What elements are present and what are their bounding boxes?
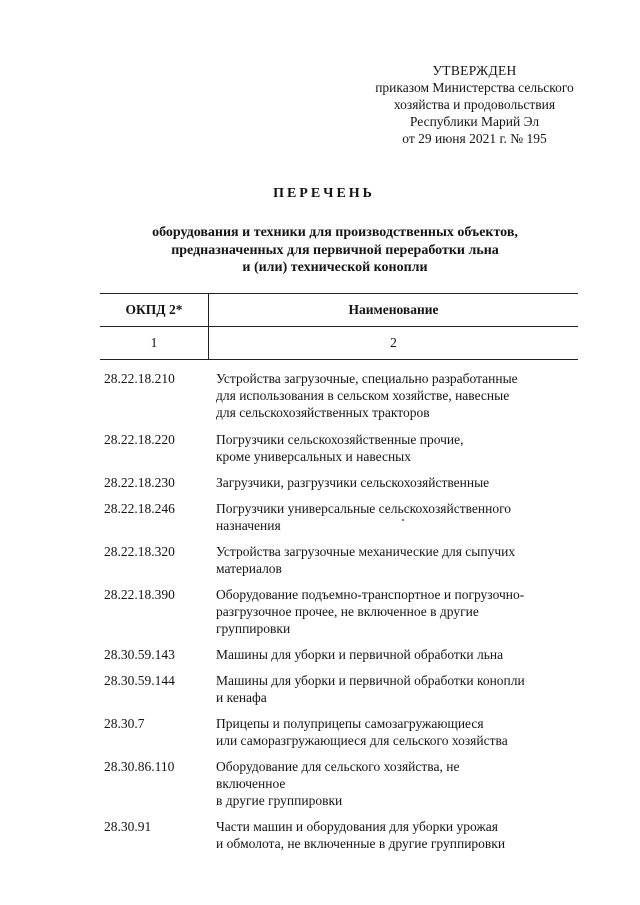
- table-row: [104, 500, 574, 534]
- header-name: Наименование: [209, 294, 579, 327]
- item-name: [214, 715, 574, 749]
- approval-block: [352, 62, 597, 147]
- item-name-line: Погрузчики сельскохозяйственные прочие,: [216, 432, 464, 447]
- okpd-code: 28.22.18.230: [104, 475, 175, 490]
- item-name-line: материалов: [216, 561, 282, 576]
- okpd-code: 28.30.59.143: [104, 647, 175, 662]
- item-name-line: для использования в сельском хозяйстве, навесные: [216, 388, 510, 403]
- okpd-code: 28.30.91: [104, 819, 152, 834]
- okpd-code: 28.30.7: [104, 716, 145, 731]
- item-name-line: или саморазгружающиеся для сельского хозяйства: [216, 733, 508, 748]
- table-header: [100, 293, 578, 360]
- table-row: [104, 474, 574, 491]
- item-name-line: Загрузчики, разгрузчики сельскохозяйственные: [216, 475, 490, 490]
- table-row: [104, 758, 574, 809]
- item-name-line: Устройства загрузочные, специально разработанные: [216, 371, 518, 386]
- column-number-1: 1: [100, 327, 209, 360]
- item-name-line: Устройства загрузочные механические для сыпучих: [216, 544, 516, 559]
- column-number-2: 2: [209, 327, 579, 360]
- approval-line: от 29 июня 2021 г. № 195: [402, 131, 547, 146]
- item-name-line: Машины для уборки и первичной обработки конопли: [216, 673, 525, 688]
- item-name: [214, 758, 574, 809]
- item-name: [214, 646, 574, 663]
- item-name: [214, 586, 574, 637]
- okpd-code: 28.30.86.110: [104, 759, 175, 774]
- document-subtitle: [110, 224, 560, 277]
- subtitle-line: и (или) технической конопли: [242, 260, 428, 275]
- item-name-line: группировки: [216, 621, 291, 636]
- table-row: [104, 818, 574, 852]
- table-body: [104, 370, 574, 861]
- item-name: [214, 474, 574, 491]
- okpd-code: 28.22.18.390: [104, 587, 175, 602]
- okpd-code: 28.22.18.320: [104, 544, 175, 559]
- table-row: [104, 672, 574, 706]
- table-row: [104, 586, 574, 637]
- okpd-code: 28.30.59.144: [104, 673, 175, 688]
- table-row: [104, 431, 574, 465]
- approval-line: Республики Марий Эл: [409, 114, 540, 129]
- item-name-line: Части машин и оборудования для уборки урожая: [216, 819, 498, 834]
- item-name-line: для сельскохозяйственных тракторов: [216, 405, 430, 420]
- table-row: [104, 715, 574, 749]
- item-name-line: Оборудование для сельского хозяйства, не: [216, 759, 460, 774]
- item-name-line: Прицепы и полуприцепы самозагружающиеся: [216, 716, 484, 731]
- item-name: [214, 543, 574, 577]
- approval-title: УТВЕРЖДЕН: [432, 63, 517, 78]
- item-name: [214, 431, 574, 465]
- item-name-line: Оборудование подъемно-транспортное и погрузочно-: [216, 587, 525, 602]
- item-name-line: Погрузчики универсальные сельскохозяйственного: [216, 501, 512, 516]
- header-okpd: ОКПД 2*: [100, 294, 209, 327]
- scan-speck: [402, 519, 404, 521]
- item-name: [214, 500, 574, 534]
- okpd-code: 28.22.18.246: [104, 501, 175, 516]
- okpd-code: 28.22.18.220: [104, 432, 175, 447]
- approval-line: приказом Министерства сельского: [375, 80, 574, 95]
- table-row: [104, 370, 574, 421]
- item-name-line: и обмолота, не включенные в другие группировки: [216, 836, 506, 851]
- subtitle-line: оборудования и техники для производственных объектов,: [152, 225, 518, 240]
- item-name-line: назначения: [216, 518, 281, 533]
- item-name-line: включенное: [216, 776, 286, 791]
- item-name-line: кроме универсальных и навесных: [216, 449, 412, 464]
- item-name-line: разгрузочное прочее, не включенное в другие: [216, 604, 479, 619]
- item-name-line: Машины для уборки и первичной обработки льна: [216, 647, 504, 662]
- item-name-line: в другие группировки: [216, 793, 343, 808]
- item-name-line: и кенафа: [216, 690, 267, 705]
- item-name: [214, 672, 574, 706]
- okpd-code: 28.22.18.210: [104, 371, 175, 386]
- item-name: [214, 370, 574, 421]
- approval-line: хозяйства и продовольствия: [393, 97, 556, 112]
- table-row: [104, 646, 574, 663]
- item-name: [214, 818, 574, 852]
- table-row: [104, 543, 574, 577]
- document-heading: ПЕРЕЧЕНЬ: [273, 186, 375, 201]
- subtitle-line: предназначенных для первичной переработки льна: [171, 242, 499, 258]
